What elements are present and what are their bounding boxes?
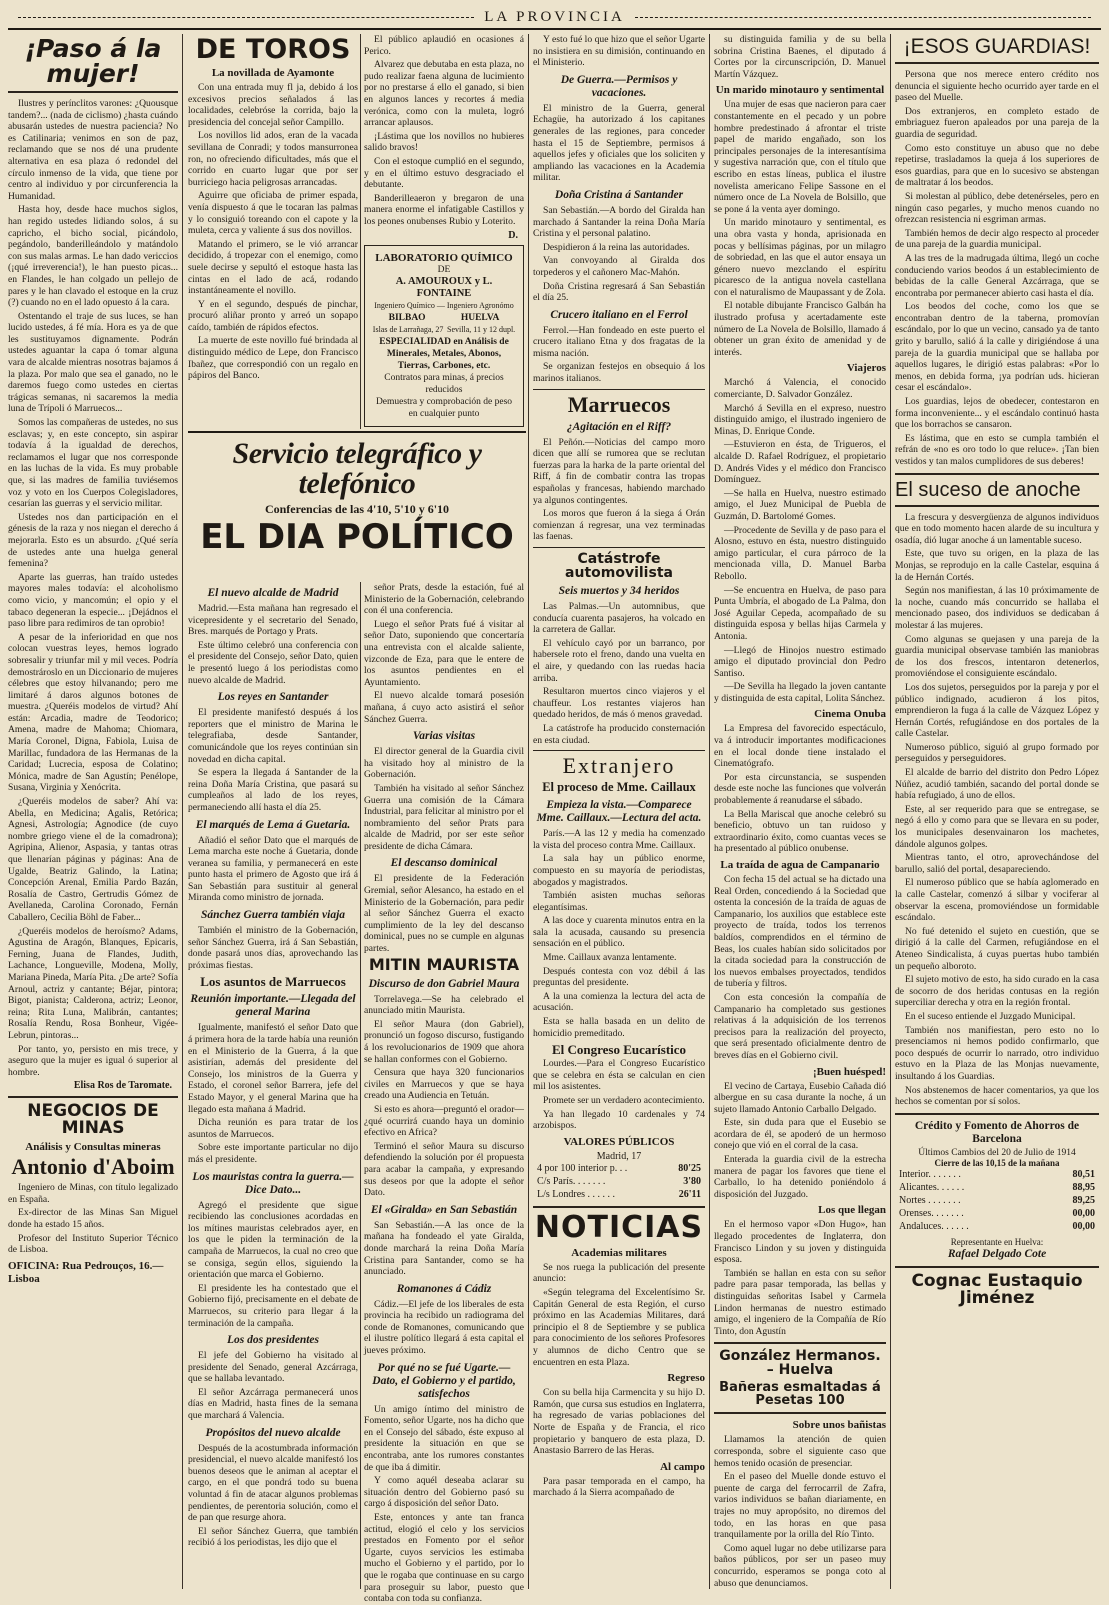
rep-name: Rafael Delgado Cote: [947, 1247, 1047, 1260]
heading-catastrofe: Catástrofe automovilista: [565, 551, 673, 581]
heading-marruecos: Marruecos: [567, 391, 671, 417]
lab-specialty: ESPECIALIDAD en Análisis de Minerales, Metales, Abonos, Tierras, Carbones, etc.: [379, 336, 509, 371]
lab-addr-huelva: Sevilla, 11 y 12 dupl.: [447, 324, 516, 334]
paragraph: Después contesta con voz débil á las preguntas del presidente.: [533, 965, 705, 989]
bank-title: Crédito y Fomento de Ahorros de Barcelona: [914, 1119, 1080, 1145]
subheading: Romanones á Cádiz: [396, 1282, 492, 1295]
paragraph: Un amigo íntimo del ministro de Fomento, señor Ugarte, nos ha dicho que en el Consejo del sábado, éste expuso al presidente la situación en que se encontraba, ante los rumores constantes de que iba á dimitir.: [364, 1403, 524, 1473]
paragraph: Luego el señor Prats fué á visitar al señor Dato, suponiendo que concertaría una entrevista con el alcalde saliente, vizconde de Eza, para que le entere de los asuntos pendientes en el Ayuntamiento.: [364, 618, 524, 688]
paragraph: San Sebastián.—A las once de la mañana ha fondeado el yate Giralda, donde marchará la reina Doña María Cristina para Santander, como se ha anunciado.: [364, 1219, 524, 1278]
table-row: [533, 1188, 705, 1201]
paragraph: Con esta concesión la compañía de Campanario ha completado sus gestiones relativas á la adquisición de los terrenos precisos para la realización del proyecto, que será presentado oficialmente dentro de breves días en el Gobierno civil.: [714, 991, 886, 1061]
paragraph: Cádiz.—El jefe de los liberales de esta provincia ha recibido un radiograma del conde de Romanones, comunicando que el ilustre político llegará á esta capital el jueves próximo.: [364, 1298, 524, 1357]
rate-value: 80,51: [1072, 1168, 1095, 1180]
divider: [895, 1266, 1099, 1268]
heading-mitin-maurista: MITIN MAURISTA: [368, 954, 520, 974]
paragraph: Matando el primero, se le vió arrancar decidido, á tropezar con el enemigo, como suele decirse y sepultó el estoque hasta las cintas en el lado de acá, rodando instantáneamente el novillo.: [188, 238, 358, 297]
ad-gonzalez-sub: Bañeras esmaltadas á Pesetas 100: [719, 1380, 881, 1409]
divider: [533, 547, 705, 548]
paragraph: Este, entonces y ante tan franca actitud, elogió el celo y los servicios prestados en Fomento por el señor Ugarte, cuyos servicios les estimaba mucho el Gobierno y el partido, por lo que le rogaba que continuase en su cargo para proseguir su labor, puesto que contaba con toda su confianza.: [364, 1512, 524, 1605]
paragraph: Como algunas se quejasen y una pareja de la guardia municipal observase también las maniobras de los dos frescos, intentaron detenerlos, promoviéndose el consiguiente escándalo.: [895, 633, 1099, 680]
paragraph: Numeroso público, siguió al grupo formado por perseguidos y perseguidores.: [895, 741, 1099, 765]
paragraph: Este, al ser requerido para que se entregase, se negó á ello y como para que se llevara en su poder, los municipales desenvainaron los machetes, dándole algunos golpes.: [895, 803, 1099, 850]
ad-mining-name: Antonio d'Aboim: [11, 1154, 175, 1180]
paragraph: El alcalde de barrio del distrito don Pedro López Núñez, acudió también, sacando del portal donde se había refugiado, á uno de ellos.: [895, 767, 1099, 802]
paragraph: Lourdes.—Para el Congreso Eucarístico que se celebra en ésta se calculan en cien mil los asistentes.: [533, 1058, 705, 1093]
paragraph: Hasta hoy, desde hace muchos siglos, han regido ustedes lidiando solos, á su capricho, el bicho social, picándolo, pegándolo, banderilleándolo y matándolo con sus malas armas. Le han dado vericcios (¡qué irreverencia!), le han puesto picas... en Flandes, le han colgado un pellejo de pares y le han clavado el estoque en la cruz (?) cuando no en el lado opuesto á la cara.: [8, 204, 178, 309]
column-1: [8, 34, 178, 1589]
lab-names: A. AMOUROUX y L. FONTAINE: [395, 275, 493, 299]
lab-line: Demuestra y comprobación de peso en cualquier punto: [375, 396, 513, 419]
paragraph: Si esto es ahora—preguntó el orador—¿qué ocurrirá cuando haya un dominio efectivo en Africa?: [364, 1103, 524, 1139]
paragraph: El numeroso público que se había aglomerado en la calle Castelar, comenzó á silbar y vociferar al observar la escena, promoviéndose un formidable escándalo.: [895, 877, 1099, 924]
ad-mining-heading: NEGOCIOS DE MINAS: [27, 1101, 159, 1139]
valores-table: [533, 1162, 705, 1201]
paragraph: —De Sevilla ha llegado la joven cantante y distinguida de esta capital, Lolita Sánchez.: [714, 681, 886, 704]
paragraph: Banderilleaeron y bregaron de una manera enorme el infatigable Castillos y los peones onubenses Rubio y Loterito.: [364, 192, 524, 227]
paragraph: Esta se halla basada en un delito de homicidio premeditado.: [533, 1016, 705, 1039]
signature: D.: [508, 229, 518, 241]
rate-label: C/s París. . . . . . .: [537, 1175, 606, 1187]
paragraph: Es lástima, que en esto se cumpla también el refrán de «no es oro todo lo que reluce». ¡Tan bien vestidos y tan malos cumplidores de sus deberes!: [895, 432, 1099, 467]
table-row: [895, 1220, 1099, 1233]
paragraph: Llamamos la atención de quien corresponda, sobre el siguiente caso que hemos tenido ocasión de presenciar.: [714, 1434, 886, 1469]
masthead-rule-right: [635, 17, 1091, 18]
lab-title: LABORATORIO QUÍMICO: [375, 251, 513, 264]
paragraph: El presidente les ha contestado que el Gobierno fijó, precisamente en el debate de Marruecos, su criterio para llegar á la terminación de la campaña.: [188, 1282, 358, 1329]
paragraph: Con una entrada muy fl ja, debido á los excesivos precios señalados á las localidades, celebróse la corrida, bajo la presidencia del concejal señor Campillo.: [188, 82, 358, 128]
divider: [714, 1342, 886, 1344]
divider: [714, 1412, 886, 1414]
paragraph: La catástrofe ha producido consternación en esta ciudad.: [533, 722, 705, 746]
subheading: Los que llegan: [818, 1204, 886, 1217]
paragraph: La sala hay un público enorme, compuesto en su mayoría de periodistas, abogados y magistrados.: [533, 853, 705, 888]
divider: [533, 1206, 705, 1208]
paragraph: Añadió el señor Dato que el marqués de Lema marcha este noche á Guetaria, donde veranea su familia, y permanecerá en este punto hasta el primero de Agosto que irá á San Sebastián para sustituir al general Miranda como ministro de jornada.: [188, 834, 358, 904]
rate-value: 00,00: [1072, 1220, 1095, 1232]
paragraph: señor Prats, desde la estación, fué al Ministerio de la Gobernación, celebrando con él una conferencia.: [364, 582, 524, 617]
paragraph: El director general de la Guardia civil ha visitado hoy al ministro de la Gobernación.: [364, 746, 524, 781]
column-3-bottom: [364, 582, 524, 1605]
masthead-title: LA PROVINCIA: [484, 8, 625, 25]
paragraph: —Estuvieron en ésta, de Trigueros, el alcalde D. Rafael Rodríguez, el propietario D. Andrés Vides y el médico don Francisco Domínguez.: [714, 439, 886, 486]
paragraph: Para pasar temporada en el campo, ha marchado á la Sierra acompañado de: [533, 1475, 705, 1499]
paragraph: Si molestan al público, debe detenérseles, pero en ningún caso pegarles, y mucho menos cuando no ofrezcan resistencia ni esgriman armas.: [895, 190, 1099, 226]
paragraph: Promete ser un verdadero acontecimiento.: [543, 1095, 705, 1106]
paragraph: Se organizan festejos en obsequio á los marinos italianos.: [533, 361, 705, 385]
divider: [895, 473, 1099, 475]
paragraph: Ostentando el traje de sus luces, se han lucido ustedes, á fé mía. Hora es ya de que les sustituyamos dignamente. Podrán ustedes aguantar la capa ó tomar alguna vara de alcalde mientras nosotras bajamos á la plaza. Por malo que sea el ganado, no le daremos fuego como ustedes en ciertas trágicas semanas, ni sacaremos la media luna de Trípoli ó Marruecos...: [8, 310, 178, 415]
paragraph: Madrid.—Esta mañana han regresado el vicepresidente y el secretario del Senado, Bres. marqués de Portago y Prats.: [188, 603, 358, 638]
subheading: El descanso dominical: [390, 857, 498, 870]
subheading: Un marido minotauro y sentimental: [715, 84, 885, 97]
subheading: Reunión importante.—Llegada del general Marina: [190, 993, 356, 1019]
rate-value: 3'80: [683, 1175, 701, 1187]
paragraph: El presidente manifestó después á los reporters que el ministro de Marina le telegrafiaba, desde Santander, comunicándole que los reyes continúan sin novedad en dicha capital.: [188, 707, 358, 765]
paragraph: Los guardias, lejos de obedecer, contestaron en forma inconveniente... y el escándalo continuó hasta que los borrachos se cansaron.: [895, 396, 1099, 431]
paragraph: Marchó á Sevilla en el expreso, nuestro distinguido amigo, el ilustrado ingeniero de Minas, D. Enrique Conde.: [714, 402, 886, 437]
paragraph: Aparte las guerras, han traído ustedes mayores males todavía: el alcoholismo como vicio, y mancomún; el opio y el tabaco degeneran la especie... ¡Dejádnos el paso libre para redimiros de tan oprobio!: [8, 571, 178, 630]
lab-de: DE: [437, 264, 451, 275]
column-2-top: [188, 34, 358, 429]
paragraph: Sobre este importante particular no dijo más el presidente.: [188, 1142, 358, 1165]
signature: Elisa Ros de Taromate.: [73, 1080, 172, 1092]
valores-date: Madrid, 17: [596, 1150, 642, 1162]
subheading: ¡Buen huésped!: [812, 1065, 886, 1078]
paragraph: En el suceso entiende el Juzgado Municipal.: [905, 1010, 1076, 1022]
divider: [895, 1113, 1099, 1115]
rep-label: Representante en Huelva:: [950, 1236, 1044, 1247]
subheading: Viajeros: [846, 362, 886, 375]
rate-value: 26'11: [678, 1188, 701, 1200]
subheading: Al campo: [660, 1460, 705, 1473]
paragraph: También asisten muchas señoras elegantísimas.: [533, 890, 705, 913]
paragraph: Enterada la guardia civil de la estrecha manera de pagar los favores que tiene el Carballo, lo ha detenido poniéndolo á disposición del Juzgado.: [714, 1154, 886, 1200]
ad-mining-line: Profesor del Instituto Superior Técnico de Lisboa.: [8, 1232, 178, 1256]
paragraph: Agregó el presidente que sigue recibiendo las conclusiones acordadas en los mítines mauristas celebrados ayer, en los que le piden la terminación de la campaña de Marruecos, la cual no creo que se consiga, según ellos, siguiendo la orientación que marca el Gobierno.: [188, 1199, 358, 1281]
subheading: Academias militares: [571, 1246, 667, 1259]
paragraph: Ferrol.—Han fondeado en este puerto el crucero italiano Etna y dos fragatas de la misma nación.: [533, 324, 705, 359]
ad-cognac: Cognac Eustaquio Jiménez: [911, 1270, 1083, 1308]
rate-value: 89,25: [1072, 1194, 1095, 1206]
paragraph: También hemos de decir algo respecto al proceder de una pareja de la guardia municipal.: [895, 227, 1099, 251]
paragraph: Alvarez que debutaba en esta plaza, no pudo realizar faena alguna de lucimiento por no prestarse á ello el ganado, si bien en algunos lances y recortes á media verónica, como con la muleta, logró arrancar aplausos.: [364, 59, 524, 129]
paragraph: El vehículo cayó por un barranco, por habersele roto el freno, dando una vuelta en el aire, y quedando con las ruedas hacia arriba.: [533, 637, 705, 684]
paragraph: El presidente de la Federación Gremial, señor Alesanco, ha estado en el Ministerio de la Gobernación, para pedir al señor Sánchez Guerra el exacto cumplimiento de la ley del descanso dominical, pues no se cumple en algunas partes.: [364, 873, 524, 955]
table-row: [895, 1194, 1099, 1207]
divider: [533, 750, 705, 751]
paragraph: Una mujer de esas que nacieron para caer constantemente en el pecado y un pobre hombre predestinado á afrontar el triste papel de marido engañado, son los principales personajes de la interesantísima y sugestiva narración que, con el título que escribo en estas líneas, publica el ilustre novelista americano Felipe Sassone en el número once de La Novela de Bolsillo, que se pone á la venta ayer domingo.: [714, 99, 886, 215]
paragraph: Con el estoque cumplió en el segundo, y en el último estuvo desgraciado el debutante.: [364, 155, 524, 191]
paragraph: Y en el segundo, después de pinchar, procuró aliñar pronto y arreó un sopapo caído, también de rápidos efectos.: [188, 298, 358, 333]
paragraph: Censura que haya 320 funcionarios civiles en Marruecos y que se haya creado una Audiencia en Tetuán.: [364, 1067, 524, 1102]
divider: [895, 62, 1099, 64]
divider: [895, 505, 1099, 507]
paragraph: —Se encuentra en Huelva, de paso para Punta Umbría, el abogado de La Palma, don José Aguilar Cepeda, acompañado de su distinguida esposa y bellas hijas Carmela y Antonia.: [714, 584, 886, 642]
paragraph: Este último celebró una conferencia con el presidente del Consejo, señor Dato, quien le presentó luego á los periodistas como nuevo alcalde de Madrid.: [188, 639, 358, 686]
rate-label: Orenses. . . . . . .: [899, 1207, 964, 1219]
bank-date: Últimos Cambios del 20 de Julio de 1914: [918, 1147, 1076, 1158]
divider: [8, 1096, 178, 1098]
paragraph: —Llegó de Hinojos nuestro estimado amigo el diputado provincial don Pedro Santiso.: [714, 644, 886, 679]
subheading: El «Giralda» en San Sebastián: [370, 1203, 518, 1216]
table-row: [895, 1181, 1099, 1194]
paragraph: A las doce y cuarenta minutos entra en la sala la acusada, causando su presencia sensación en el público.: [533, 915, 705, 950]
paragraph: Dos extranjeros, en completo estado de embriaguez fueron apaleados por una pareja de la guardia de seguridad.: [895, 105, 1099, 140]
paragraph: El jefe del Gobierno ha visitado al presidente del Senado, general Azcárraga, que se hallaba levantado.: [188, 1350, 358, 1385]
paragraph: También se hallan en esta con su señor padre para pasar temporada, las bellas y distinguidas señoritas Isabel y Carmela Lindon hermanas de nuestro estimado amigo, el ingeniero de la Compañía de Río Tinto, don Agustín: [714, 1267, 886, 1337]
subheading: Los dos presidentes: [227, 1334, 319, 1347]
paragraph: También nos manifiestan, pero esto no lo presenciamos ni hemos podido confirmarlo, que poco después de ocurrir lo narrado, otro individuo estuvo en la Plaza de las Monjas nuevamente, insultando á los Guardias.: [895, 1024, 1099, 1082]
paragraph: Aguirre que oficiaba de primer espada, venía dispuesto á que le tocaran las palmas y lo consiguió toreando con el capote y la muleta, cerca y valiente á sus dos novillos.: [188, 190, 358, 237]
paragraph: No fué detenido el sujeto en cuestión, que se dirigió á la calle del Carmen, refugiándose en el Ateneo Sindicalista, á cuyas puertas hubo también un pequeño alboroto.: [895, 925, 1099, 972]
rate-label: Alicantes. . . . . .: [899, 1181, 965, 1193]
subheading: Los asuntos de Marruecos: [200, 974, 346, 990]
paragraph: Y como aquél deseaba aclarar su situación dentro del Gobierno pasó su cargo á disposición del señor Dato.: [364, 1475, 524, 1510]
column-4: [533, 34, 705, 1589]
paragraph: Por tanto, yo, persisto en mis trece, y aseguro que la mujer es igual ó superior al hombre.: [8, 1043, 178, 1078]
paragraph: A pesar de la inferioridad en que nos colocan vuestras leyes, hemos logrado sobresalir y triunfar mil y mil veces. Podría demostrároslo en un Diccionario de mujeres célebres que estoy hilvanando; pero me limitaré á daros algunos botones de muestra. ¿Queréis modelos de virtud? Ahí están: Arcadia, madre de Teodorico; Amena, madre de Mahoma; Chiomara, María Coronel, Digna, Fabiola, Luisa de Marillac, fundadora de las Hermanas de la Caridad; Lucrecia, esposa de Colatino; Mónica, madre de San Agustín; Penélope, Susana, Virginia y Xenócrita.: [8, 631, 178, 794]
column-rule: [709, 34, 710, 1589]
paragraph: En el paseo del Muelle donde estuvo el puente de carga del ferrocarril de Zafra, varios individuos se bañan diariamente, en trajes no muy apropósito, no diremos del todo, en las horas en que pasa tranquilamente por la orilla del Río Tinto.: [714, 1471, 886, 1541]
paragraph: ¡Lástima que los novillos no hubieres salido bravos!: [364, 130, 524, 154]
subheading: Crucero italiano en el Ferrol: [550, 308, 688, 321]
paragraph: Nos abstenemos de hacer comentarios, ya que los hechos se comentan por sí solos.: [895, 1084, 1099, 1108]
column-3-top: [364, 34, 524, 429]
paragraph: San Sebastián.—A bordo del Giralda han marchado á Santander la reina Doña María Cristina y el personal palatino.: [533, 204, 705, 240]
ad-mining-line: Ex-director de las Minas San Miguel donde ha estado 15 años.: [8, 1207, 178, 1231]
paragraph: Dicha reunión es para tratar de los asuntos de Marruecos.: [188, 1117, 358, 1140]
section-dia-politico: EL DIA POLÍTICO: [200, 517, 514, 557]
paragraph: Igualmente, manifestó el señor Dato que á primera hora de la tarde había una reunión en el Ministerio de la Guerra, á la que asistirían, además del presidente del Consejo, los ministros de la Guerra y Estado, el coronel señor Barrera, jefe del Estado Mayor, y el general Marina que ha llegado esta mañana á Madrid.: [188, 1022, 358, 1115]
paragraph: Ustedes nos dan participación en el génesis de la raza y nos niegan el derecho á mejorarla. Esto es un absurdo. ¿Qué sería de ustedes ante una huelga general femenina?: [8, 511, 178, 570]
headline-paso-mujer: ¡Paso á la mujer!: [24, 34, 162, 88]
paragraph: Torrelavega.—Se ha celebrado el anunciado mitin Maurista.: [364, 993, 524, 1017]
paragraph: Con fecha 15 del actual se ha dictado una Real Orden, concediendo á la Sociedad que ostenta la concesión de la traída de aguas de Campanario, los auxilios que establece este proyecto de traída, todos los terrenos baldíos, comprendidos en el término de Beas, los cuales habían sido solicitados por la citada sociedad para la construcción de los nuevos embalses proyectados, tendidos de tubería y filtros.: [714, 874, 886, 990]
paragraph: Las Palmas.—Un automnibus, que conducía cuarenta pasajeros, ha volcado en la carretera de Gallar.: [533, 601, 705, 636]
paragraph: Se espera la llegada á Santander de la reina Doña María Cristina, que pasará su cumpleaños al lado de los reyes, permaneciendo allí hasta el día 25.: [188, 767, 358, 813]
paragraph: Marchó á Valencia, el conocido comerciante, D. Salvador González.: [714, 377, 886, 401]
divider: [533, 389, 705, 390]
column-rule: [528, 34, 529, 1589]
telegraph-title: Servicio telegráfico y telefónico: [232, 437, 482, 500]
subheading: Empieza la vista.—Comparece Mme. Caillaux.—Lectura del acta.: [536, 799, 702, 825]
heading-caillaux: El proceso de Mme. Caillaux: [542, 780, 696, 795]
paragraph: Ya han llegado 10 cardenales y 74 arzobispos.: [533, 1108, 705, 1132]
subheading: Propósitos del nuevo alcalde: [205, 1426, 341, 1439]
heading-extranjero: Extranjero: [562, 753, 676, 779]
paragraph: Mme. Caillaux avanza lentamente.: [543, 952, 677, 964]
paragraph: Y esto fué lo que hizo que el señor Ugarte no insistiera en su dimisión, continuando en el Ministerio.: [533, 34, 705, 69]
paragraph: Este, que tuvo su origen, en la plaza de las Monjas, se reprodujo en la calle Castelar, esquina á la de Hernán Cortés.: [895, 548, 1099, 583]
subheading: Por qué no se fué Ugarte.— Dato, el Gobierno y el partido, satisfechos: [372, 1361, 516, 1400]
ad-mining-line: Ingeniero de Minas, con título legalizado en España.: [8, 1182, 178, 1205]
paragraph: Los novillos lid ados, eran de la vacada sevillana de Conradi; y todos mansurronea ron, no ofreciendo dificultades, más que el corrido en cuarto lugar que por ser burriciego hacia peligrosas arrancadas.: [188, 130, 358, 188]
paragraph: Los dos sujetos, perseguidos por la pareja y por el público indignado, acudieron á los pitos, emprendieron la fuga á la calle de Vázquez López y Hernán Cortés, refugiándose en dos portales de la calle Castelar.: [895, 681, 1099, 740]
lab-line: Contratos para minas, á precios reducidos: [384, 372, 504, 395]
subheading: Discurso de don Gabriel Maura: [368, 977, 520, 990]
paragraph: —Se halla en Huelva, nuestro estimado amigo, el Juez Municipal de Puebla de Guzmán, D. Bartolomé Gomes.: [714, 487, 886, 522]
lab-addr-bilbao: Islas de Larrañaga, 27: [372, 324, 444, 334]
paragraph: El vecino de Cartaya, Eusebio Cañada dió albergue en su casa durante la noche, á un sujeto llamado Antonio Carballo Delgado.: [714, 1080, 886, 1115]
paragraph: La frescura y desvergüenza de algunos individuos que en todo momento hacen alarde de su incultura y osadía, dió lugar anoche á un lamentable suceso.: [895, 511, 1099, 546]
rate-value: 88,95: [1072, 1181, 1095, 1193]
paragraph: En el hermoso vapor «Don Hugo», han llegado procedentes de Inglaterra, don Francisco Lindon y su joven y distinguida esposa.: [714, 1219, 886, 1266]
paragraph: Doña Cristina regresará á San Sebastián el día 25.: [533, 280, 705, 304]
paragraph: Terminó el señor Maura su discurso defendiendo la solución por él propuesta para acabar la campaña, y expresando sus deseos por que la adopte el señor Dato.: [364, 1140, 524, 1199]
lab-roles: Ingeniero Químico — Ingeniero Agronómo: [374, 300, 514, 310]
paragraph: El sujeto motivo de esto, ha sido curado en la casa de socorro de dos heridas contusas en la región superciliar derecha y otra en la región frontal.: [895, 974, 1099, 1009]
paragraph: El notable dibujante Francisco Galbán ha ilustrado profusa y acertadamente este número de La Novela de Bolsillo, llamado á obtener un gran éxito de amenidad y de interés.: [714, 300, 886, 358]
paragraph: Según nos manifiestan, á las 10 próximamente de la noche, cuando más concurrido se hallaba el mencionado paseo, dos individuos se dedicaban á molestar á las mujeres.: [895, 585, 1099, 631]
paragraph: También el ministro de la Gobernación, señor Sánchez Guerra, irá á San Sebastián, donde pasará unos días, aprovechando las próximas fiestas.: [188, 925, 358, 971]
headline-de-toros: DE TOROS: [195, 34, 351, 65]
paragraph: La Empresa del favorecido espectáculo, va á introducir importantes modificaciones en el local donde tiene instalado el Cinematógrafo.: [714, 723, 886, 770]
paragraph: La Bella Mariscal que anoche celebró su beneficio, obtuvo un tan ruidoso y extraordinario éxito, como cuantas veces se ha presentado al público onubense.: [714, 808, 886, 855]
paragraph: Con su bella hija Carmencita y su hijo D. Ramón, que cursa sus estudios en Inglaterra, ha regresado de varias poblaciones del Norte de España y de Francia, el rico propietario y banquero de esta plaza, D. Anastasio Barrero de las Heras.: [533, 1387, 705, 1457]
laboratory-ad: [364, 245, 524, 427]
paragraph: A las tres de la madrugada última, llegó un coche conduciendo varios beodos á un establecimiento de bebidas de la calle General Azcárraga, que se encontraba por permanecer abierto casi hasta el día.: [895, 252, 1099, 299]
column-rule: [182, 34, 183, 1589]
headline-esos-guardias: ¡ESOS GUARDIAS!: [903, 35, 1091, 58]
paragraph: su distinguida familia y de su bella sobrina Cristina Baenes, el diputado á Cortes por la circunscripción, D. Manuel Martín Vázquez.: [714, 34, 886, 80]
paragraph: Mientras tanto, el otro, aprovechándose del barullo, salió del portal, desapareciendo.: [895, 852, 1099, 875]
table-row: [533, 1162, 705, 1175]
masthead: [8, 6, 1101, 30]
paragraph: Este, sin duda para que el Eusebio se acordara de él, se apoderó de un hermoso conejo que vió en el corral de la casa.: [714, 1117, 886, 1152]
paragraph: El público aplaudió en ocasiones á Perico.: [364, 34, 524, 57]
paragraph: Se nos ruega la publicación del presente anuncio:: [533, 1261, 705, 1285]
paragraph: ¿Queréis modelos de saber? Ahí va: Abella, en Medicina; Agalis, Retórica; Agnesi, Astrología; Agnodice (de cuyo nombre griego viene el de la comadrona); Agripina, Alienor, Aspasia, y tantas otras que llenarían páginas y páginas: Ana de Ugalde, Beatriz Galindo, la Latina; Concepción Arenal, Emilia Pardo Bazán, Rosalía de Castro, Gertrudis Gómez de Avellaneda, Carolina Coronado, Fernán Caballero, Cecilia Böhl de Faber...: [8, 796, 178, 923]
paragraph: El nuevo alcalde tomará posesión mañana, á cuyo acto asistirá el señor Sánchez Guerra.: [364, 690, 524, 725]
bank-sub: Cierre de las 10,15 de la mañana: [934, 1157, 1060, 1168]
subheading: Los reyes en Santander: [217, 691, 329, 704]
column-5: [714, 34, 886, 1589]
subheading: De Guerra.—Permisos y vacaciones.: [560, 73, 678, 99]
newspaper-page: [8, 6, 1101, 1605]
paragraph: Los beodos del coche, como los que se encontraban dentro de la taberna, promovían escándalo, por lo que un vecino, cansado ya de tanto grito y barullo, salió á la calle y dirigiéndose á una pareja de la guardia municipal que se hallaba por aquellos lugares, le dirigió estas palabras: «Por lo menos, en debida forma, ¡ya podrían uds. hicieran cesar el escándalo».: [895, 301, 1099, 394]
paragraph: Van convoyando al Giralda dos torpederos y el cañonero Mac-Mahón.: [533, 255, 705, 278]
paragraph: También ha visitado al señor Sánchez Guerra una comisión de la Cámara Industrial, para felicitar al ministro por el nombramiento del señor Prats para alcalde de Madrid, por ser este señor presidente de dicha Cámara.: [364, 782, 524, 852]
subheading: Varias visitas: [412, 730, 476, 743]
column-rule: [890, 34, 891, 1589]
subheading: Doña Cristina á Santander: [554, 188, 684, 201]
subheading: Los mauristas contra la guerra.—Dice Dato...: [192, 1170, 354, 1196]
ad-gonzalez-title: González Hermanos. – Huelva: [719, 1348, 881, 1379]
lab-city-bilbao: BILBAO: [388, 312, 426, 323]
subheading: La traída de agua de Campanario: [720, 859, 880, 871]
table-row: [895, 1207, 1099, 1220]
rate-label: Andaluces. . . . . .: [899, 1220, 969, 1232]
divider: [8, 91, 178, 93]
table-row: [533, 1175, 705, 1188]
paragraph: Como aquel lugar no debe utilizarse para baños públicos, por ser un paseo muy concurrido, esperamos se ponga coto al abuso que denunciamos.: [714, 1542, 886, 1589]
ad-mining-office: OFICINA: Rua Pedrouços, 16.—Lisboa: [8, 1259, 164, 1285]
rate-label: L/s Londres . . . . . .: [537, 1188, 616, 1200]
telegraph-banner: [188, 431, 526, 558]
paragraph: Despidieron á la reina las autoridades.: [543, 241, 690, 253]
headline-suceso-anoche: El suceso de anoche: [895, 478, 1081, 501]
subheading: El marqués de Lema á Guetaria.: [195, 818, 351, 831]
subheading: Sobre unos bañistas: [792, 1419, 886, 1432]
paragraph: El señor Sánchez Guerra, que también recibió á los periodistas, les dijo que el: [188, 1525, 358, 1549]
rate-label: 4 por 100 interior p. . .: [537, 1162, 628, 1174]
masthead-rule-left: [18, 17, 474, 18]
subheading: El nuevo alcalde de Madrid: [207, 587, 339, 599]
paragraph: El señor Azcárraga permanecerá unos días en Madrid, hasta fines de la semana que marchará á Valencia.: [188, 1386, 358, 1422]
paragraph: Somos las compañeras de ustedes, no sus esclavas; y, en este concepto, sin aspirar todavía á la igualdad de derechos, reclamamos el lugar que nos corresponde en las luchas de la vida. Es muy probable que, si las madres de familia tuviésemos voz y voto en los Cuerpos Colegisladores, cesarían las guerras y el servicio militar.: [8, 417, 178, 510]
rate-value: 80'25: [678, 1162, 701, 1174]
bank-table: [895, 1168, 1099, 1233]
paragraph: Por esta circunstancia, se suspenden desde este noche las funciones que volverán probablemente á reanudarse el sábado.: [714, 771, 886, 807]
subheading: Seis muertos y 34 heridos: [558, 585, 680, 597]
paragraph: El ministro de la Guerra, general Echagüe, ha autorizado á los capitanes generales de las regiones, para conceder hasta el 15 de Septiembre, permisos á aquellos jefes y oficiales que los soliciten y ampliando las vacaciones en la Academia militar.: [533, 102, 705, 184]
column-rule: [360, 582, 361, 1589]
paragraph: —Procedente de Sevilla y de paso para el Alosno, estuvo en ésta, nuestro distinguido amigo particular, el cura párroco de la mencionada villa, D. Manuel Barba Rebollo.: [714, 524, 886, 582]
subheading: Cinema Onuba: [814, 708, 886, 721]
paragraph: Persona que nos merece entero crédito nos denuncia el siguiente hecho ocurrido ayer tarde en el paseo del Muelle.: [895, 69, 1099, 104]
paragraph: Ilustres y perínclitos varones: ¿Quousque tandem?... (nada de ciclismo) ¿hasta cuándo abusarán ustedes de nuestra paciencia? No es Catilinaria; venimos en son de paz, reclamando que se nos dé una prudente alternativa en esa plaza ó redondel del círculo inmenso de la vida, que tiene por centro al individuo y por circunferencia la Humanidad.: [8, 98, 178, 202]
column-2-bottom: [188, 582, 358, 1589]
lab-city-huelva: HUELVA: [460, 312, 500, 323]
ad-mining-sub: Análisis y Consultas mineras: [25, 1141, 161, 1154]
paragraph: Como esto constituye un abuso que no debe repetirse, trasladamos la queja á los superiores de esos guardias, para que en lo sucesivo se abstengan de maltratar á los beodos.: [895, 142, 1099, 189]
paragraph: París.—A las 12 y media ha comenzado la vista del proceso contra Mme. Caillaux.: [533, 828, 705, 851]
subheading: Regreso: [667, 1372, 705, 1385]
subheading: La novillada de Ayamonte: [211, 67, 335, 79]
paragraph: Resultaron muertos cinco viajeros y el chauffeur. Los restantes viajeros han quedado heridos, de más ó menos gravedad.: [533, 686, 705, 721]
paragraph: El Peñón.—Noticias del campo moro dicen que allí se rumorea que se reclutan fuerzas para la harka de la parte oriental del Riff, á fin de combatir contra las tropas españolas y francesas, habiendo marchado ya algunos contingentes.: [533, 436, 705, 506]
rate-value: 00,00: [1072, 1207, 1095, 1219]
column-rule: [360, 34, 361, 429]
rate-label: Interior. . . . . . .: [899, 1168, 961, 1180]
table-row: [895, 1168, 1099, 1181]
paragraph: A la una comienza la lectura del acta de acusación.: [533, 990, 705, 1014]
heading-noticias: NOTICIAS: [534, 1209, 704, 1245]
telegraph-times: Conferencias de las 4'10, 5'10 y 6'10: [264, 502, 450, 516]
heading-congreso: El Congreso Eucarístico: [551, 1042, 687, 1058]
paragraph: Los moros que fueron á la siega á Orán comienzan á regresar, una vez terminadas las faenas.: [533, 508, 705, 543]
paragraph: ¿Queréis modelos de heroísmo? Adams, Agustina de Aragón, Blanques, Epicaris, Ferning, Juana de Flandes, Judith, Lachance, Longueville, Modena, Molly, Mariana Pineda, María Pita. ¿De arte? Sofía Arnoul, actriz y cantante; Béjar, pintora; Bigot, pianista; Calderona, actriz; Leonor, reina; Rita Luna, Malibrán, cantantes; Rosalía Rendu, Rosa Bonheur, Vigée-Lebrun, pintoras...: [8, 925, 178, 1041]
paragraph: La muerte de este novillo fué brindada al distinguido médico de Lepe, don Francisco Ibañez, que correspondió con un regalo en pápiros del Banco.: [188, 335, 358, 382]
subheading: Sánchez Guerra también viaja: [200, 909, 346, 922]
rate-label: Nortes . . . . . . .: [899, 1194, 961, 1206]
paragraph: Después de la acostumbrada información presidencial, el nuevo alcalde manifestó los buenos deseos que le animan al aceptar el cargo, en el que pondrá todo su buena voluntad á fin de atacar algunos problemas pendientes, de perentoria solución, como el de pan que resurge ahora.: [188, 1442, 358, 1524]
valores-title: VALORES PÚBLICOS: [563, 1135, 675, 1148]
column-6: [895, 34, 1099, 1589]
paragraph: El señor Maura (don Gabriel), pronunció un fogoso discurso, fustigando á los revolucionarios de 1909 que ahora se hallan conformes con el Gobierno.: [364, 1018, 524, 1065]
subheading: ¿Agitación en el Riff?: [566, 420, 672, 433]
paragraph: Un marido minotauro y sentimental, es una obra vasta y honda, aprisionada en pocas y bellísimas páginas, por un milagro de sobriedad, en las que el autor ensaya un género nuevo mezclando el espíritu picaresco de la antigua novela castellana con el naturalismo de Maupassant y de Zola.: [714, 217, 886, 298]
paragraph: «Según telegrama del Excelentísimo Sr. Capitán General de esta Región, el curso próximo en las Academias Militares, dará principio el 8 de Septiembre y se publica para conocimiento de los señores Profesores y alumnos de dicho Centro que se encuentren en esta Plaza.: [533, 1286, 705, 1368]
